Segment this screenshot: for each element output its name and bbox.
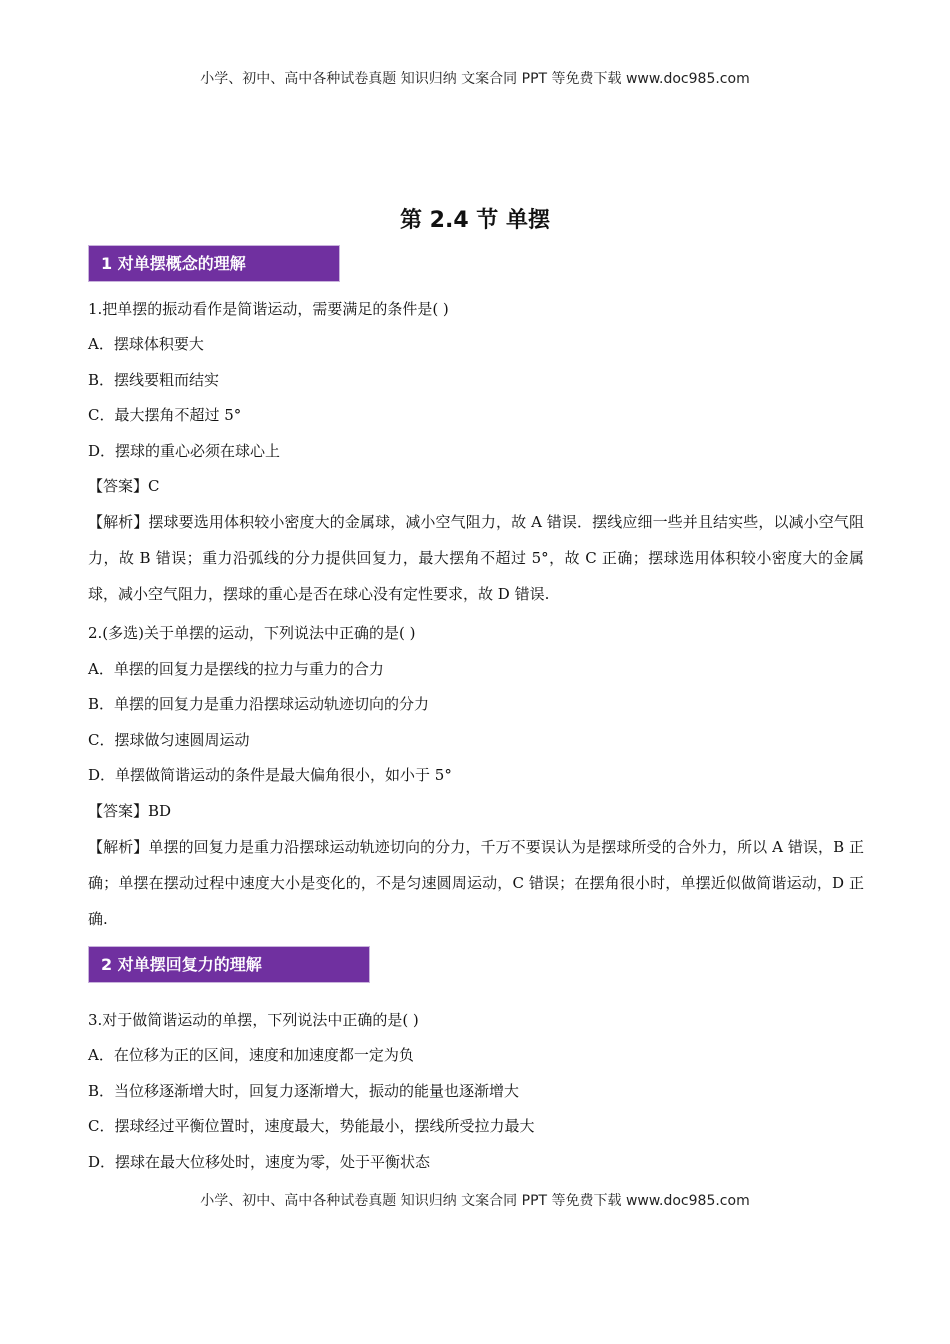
question-1-stem: 1.把单摆的振动看作是简谐运动，需要满足的条件是( ) xyxy=(88,300,449,318)
question-1-option-a: A．摆球体积要大 xyxy=(88,335,204,353)
question-2-answer: 【答案】BD xyxy=(88,802,172,820)
question-2-stem: 2.(多选)关于单摆的运动，下列说法中正确的是( ) xyxy=(88,624,416,642)
question-2-option-c: C．摆球做匀速圆周运动 xyxy=(88,731,250,749)
question-3-option-b: B．当位移逐渐增大时，回复力逐渐增大，振动的能量也逐渐增大 xyxy=(88,1082,520,1100)
page-footer: 小学、初中、高中各种试卷真题 知识归纳 文案合同 PPT 等免费下载 www.doc985.com xyxy=(200,1193,750,1209)
question-3-option-c: C．摆球经过平衡位置时，速度最大，势能最小，摆线所受拉力最大 xyxy=(88,1117,535,1135)
question-3-stem: 3.对于做简谐运动的单摆，下列说法中正确的是( ) xyxy=(88,1011,419,1029)
question-3-option-a: A．在位移为正的区间，速度和加速度都一定为负 xyxy=(88,1046,414,1064)
question-1-option-b: B．摆线要粗而结实 xyxy=(88,371,220,389)
question-1-analysis: 【解析】摆球要选用体积较小密度大的金属球，减小空气阻力，故 A 错误．摆线应细一些并且结实些，以减小空气阻力，故 B 错误；重力沿弧线的分力提供回复力，最大摆角不超过 5°，故 C 正确；摆球选用体积较小密度大的金属球，减小空气阻力，摆球的重心是否在球心没有定性要求，故 D 错误. xyxy=(88,513,864,603)
section-heading-2: 2 对单摆回复力的理解 xyxy=(88,946,370,983)
question-1-option-c: C．最大摆角不超过 5° xyxy=(88,406,242,424)
question-1-answer: 【答案】C xyxy=(88,477,160,495)
section-heading-1: 1 对单摆概念的理解 xyxy=(88,245,340,282)
question-3-option-d: D．摆球在最大位移处时，速度为零，处于平衡状态 xyxy=(88,1153,431,1171)
question-2-option-b: B．单摆的回复力是重力沿摆球运动轨迹切向的分力 xyxy=(88,695,430,713)
question-2-option-d: D．单摆做简谐运动的条件是最大偏角很小，如小于 5° xyxy=(88,766,452,784)
page-header: 小学、初中、高中各种试卷真题 知识归纳 文案合同 PPT 等免费下载 www.doc985.com xyxy=(200,71,750,87)
question-2-analysis: 【解析】单摆的回复力是重力沿摆球运动轨迹切向的分力，千万不要误认为是摆球所受的合外力，所以 A 错误，B 正确；单摆在摆动过程中速度大小是变化的，不是匀速圆周运动，C 错误；在摆角很小时，单摆近似做简谐运动，D 正确. xyxy=(88,838,864,928)
page-title: 第 2.4 节 单摆 xyxy=(400,208,550,233)
question-1-option-d: D．摆球的重心必须在球心上 xyxy=(88,442,281,460)
question-2-option-a: A．单摆的回复力是摆线的拉力与重力的合力 xyxy=(88,660,384,678)
